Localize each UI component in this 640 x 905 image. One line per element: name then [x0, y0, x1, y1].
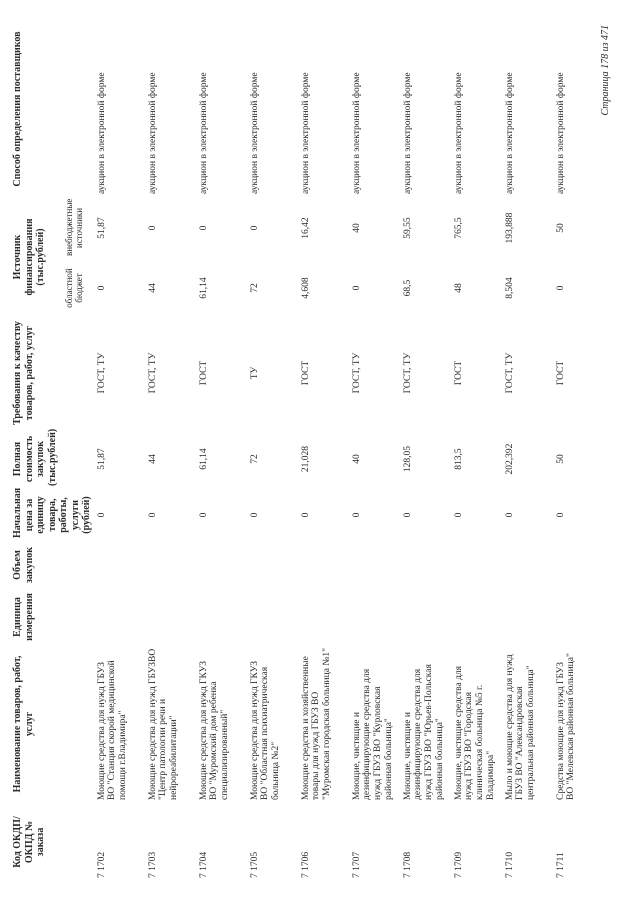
- cell-requirements: ГОСТ: [555, 360, 566, 386]
- table-body: [97, 21, 607, 881]
- header-total: Полная стоимость закупок (тыс.рублей): [12, 428, 58, 486]
- cell-extrabudget: 765,5: [453, 217, 464, 239]
- cell-unit-price: 0: [351, 512, 362, 518]
- header-requirements: Требования к качеству товаров, работ, услуг: [12, 321, 35, 425]
- table-row: [403, 21, 454, 881]
- cell-extrabudget: 40: [351, 223, 362, 233]
- cell-total: 44: [147, 454, 158, 464]
- cell-volume: [301, 541, 352, 589]
- cell-unit-price: 0: [300, 512, 311, 518]
- cell-method: аукцион в электронной форме: [351, 72, 362, 194]
- cell-method: аукцион в электронной форме: [198, 72, 209, 194]
- cell-name: Мыло и моющие средства для нужд ГБУЗ ВО "Александровская центральная районная больница": [504, 654, 537, 800]
- cell-unit: [250, 589, 301, 645]
- cell-name: Моющие, чистящие и дезинфицирующие средства для нужд ГБУЗ ВО "Юрьев-Польская районная больница": [402, 664, 446, 800]
- cell-unit-price: 0: [453, 512, 464, 518]
- header-funding-regional: областной бюджет: [63, 268, 85, 308]
- cell-requirements: ГОСТ, ТУ: [147, 352, 158, 394]
- table-header: [10, 21, 97, 881]
- cell-unit: [148, 589, 199, 645]
- cell-method: аукцион в электронной форме: [453, 72, 464, 194]
- cell-total: 128,05: [402, 445, 413, 473]
- cell-method: аукцион в электронной форме: [249, 72, 260, 194]
- header-code: Код ОКДП/ ОКПД № заказа: [12, 816, 46, 868]
- cell-regional: 4,608: [300, 277, 311, 299]
- cell-method: аукцион в электронной форме: [504, 72, 515, 194]
- table-row: [454, 21, 505, 881]
- cell-extrabudget: 59,55: [402, 217, 413, 239]
- cell-volume: [352, 541, 403, 589]
- header-name: Наименование товаров, работ, услуг: [12, 655, 35, 793]
- cell-unit-price: 0: [402, 512, 413, 518]
- cell-unit: [97, 589, 148, 645]
- cell-unit: [505, 589, 556, 645]
- cell-name: Средства моющие для нужд ГБУЗ ВО "Мелевская районная больница": [555, 653, 577, 800]
- header-unit: Единица измерения: [12, 593, 35, 641]
- cell-regional: 0: [351, 285, 362, 291]
- cell-regional: 61,14: [198, 277, 209, 299]
- cell-regional: 72: [249, 283, 260, 293]
- cell-requirements: ГОСТ, ТУ: [504, 352, 515, 394]
- cell-extrabudget: 16,42: [300, 217, 311, 239]
- cell-unit-price: 0: [96, 512, 107, 518]
- cell-unit: [352, 589, 403, 645]
- cell-code: 7 1706: [300, 851, 311, 878]
- header-unit-price: Начальная цена за единицу товара, работы, услуги (рублей): [12, 487, 92, 538]
- cell-code: 7 1707: [351, 851, 362, 878]
- cell-total: 72: [249, 454, 260, 464]
- cell-method: аукцион в электронной форме: [96, 72, 107, 194]
- cell-regional: 0: [555, 285, 566, 291]
- cell-total: 813,5: [453, 448, 464, 470]
- cell-name: Моющие средства для нужд ГКУЗ ВО "Муромский дом ребенка специализированный": [198, 660, 231, 800]
- cell-code: 7 1709: [453, 851, 464, 878]
- cell-unit: [556, 589, 607, 645]
- cell-name: Моющие, чистящие средства для нужд ГБУЗ ВО "Городская клиническая больница №5 г. Владимира": [453, 665, 497, 800]
- cell-unit-price: 0: [249, 512, 260, 518]
- cell-regional: 44: [147, 283, 158, 293]
- header-funding-extrabudget: внебюджетные источники: [63, 198, 85, 256]
- cell-unit-price: 0: [147, 512, 158, 518]
- cell-total: 51,87: [96, 448, 107, 470]
- cell-requirements: ГОСТ: [198, 360, 209, 386]
- page-number: Страница 178 из 471: [600, 25, 611, 116]
- cell-regional: 48: [453, 283, 464, 293]
- cell-extrabudget: 193,888: [504, 212, 515, 244]
- table-row: [301, 21, 352, 881]
- cell-method: аукцион в электронной форме: [555, 72, 566, 194]
- cell-extrabudget: 50: [555, 223, 566, 233]
- table-row: [250, 21, 301, 881]
- cell-regional: 8,504: [504, 277, 515, 299]
- cell-requirements: ГОСТ, ТУ: [351, 352, 362, 394]
- cell-extrabudget: 51,87: [96, 217, 107, 239]
- cell-volume: [250, 541, 301, 589]
- table-row: [352, 21, 403, 881]
- cell-total: 50: [555, 454, 566, 464]
- table-row: [148, 21, 199, 881]
- cell-name: Моющие средства и хозяйственные товары для нужд ГБУЗ ВО "Муромская городская больница №1": [300, 647, 333, 800]
- cell-code: 7 1703: [147, 851, 158, 878]
- cell-requirements: ГОСТ, ТУ: [96, 352, 107, 394]
- procurement-table: [10, 21, 607, 881]
- cell-volume: [148, 541, 199, 589]
- cell-extrabudget: 0: [198, 225, 209, 231]
- cell-total: 40: [351, 454, 362, 464]
- cell-code: 7 1704: [198, 851, 209, 878]
- cell-requirements: ГОСТ: [453, 360, 464, 386]
- cell-code: 7 1708: [402, 851, 413, 878]
- cell-volume: [454, 541, 505, 589]
- cell-unit-price: 0: [198, 512, 209, 518]
- cell-volume: [199, 541, 250, 589]
- cell-extrabudget: 0: [249, 225, 260, 231]
- table-row: [505, 21, 556, 881]
- header-volume: Объем закупок: [12, 546, 35, 584]
- cell-method: аукцион в электронной форме: [147, 72, 158, 194]
- cell-unit-price: 0: [504, 512, 515, 518]
- header-funding: Источник финансирования (тыс.рублей): [12, 218, 46, 296]
- cell-unit: [199, 589, 250, 645]
- table-row: [199, 21, 250, 881]
- cell-unit: [301, 589, 352, 645]
- cell-code: 7 1702: [96, 851, 107, 878]
- cell-unit: [454, 589, 505, 645]
- header-method: Способ определения поставщиков: [12, 31, 23, 187]
- cell-regional: 68,5: [402, 279, 413, 297]
- cell-unit-price: 0: [555, 512, 566, 518]
- cell-volume: [97, 541, 148, 589]
- cell-total: 61,14: [198, 448, 209, 470]
- cell-requirements: ТУ: [249, 366, 260, 380]
- cell-regional: 0: [96, 285, 107, 291]
- cell-method: аукцион в электронной форме: [300, 72, 311, 194]
- table-row: [556, 21, 607, 881]
- table-row: [97, 21, 148, 881]
- cell-name: Моющие средства для нужд ГБУЗВО "Центр патологии речи и нейрореабилитации": [147, 648, 180, 800]
- cell-requirements: ГОСТ: [300, 360, 311, 386]
- cell-total: 21,028: [300, 445, 311, 473]
- cell-volume: [505, 541, 556, 589]
- cell-code: 7 1705: [249, 851, 260, 878]
- cell-code: 7 1711: [555, 852, 566, 878]
- cell-requirements: ГОСТ, ТУ: [402, 352, 413, 394]
- cell-volume: [556, 541, 607, 589]
- cell-code: 7 1710: [504, 851, 515, 878]
- cell-name: Моющие средства для нужд ГБУЗ ВО "Станция скорой медицинской помощи г.Владимира": [96, 660, 129, 800]
- cell-method: аукцион в электронной форме: [402, 72, 413, 194]
- cell-extrabudget: 0: [147, 225, 158, 231]
- cell-total: 202,392: [504, 443, 515, 475]
- cell-volume: [403, 541, 454, 589]
- cell-name: Моющие, чистящие и дезинфицирующие средства для нужд ГБУЗ ВО "Курловская районная больница": [351, 668, 395, 800]
- cell-unit: [403, 589, 454, 645]
- cell-name: Моющие средства для нужд ГКУЗ ВО "Областная психиатрическая больница №2": [249, 660, 282, 800]
